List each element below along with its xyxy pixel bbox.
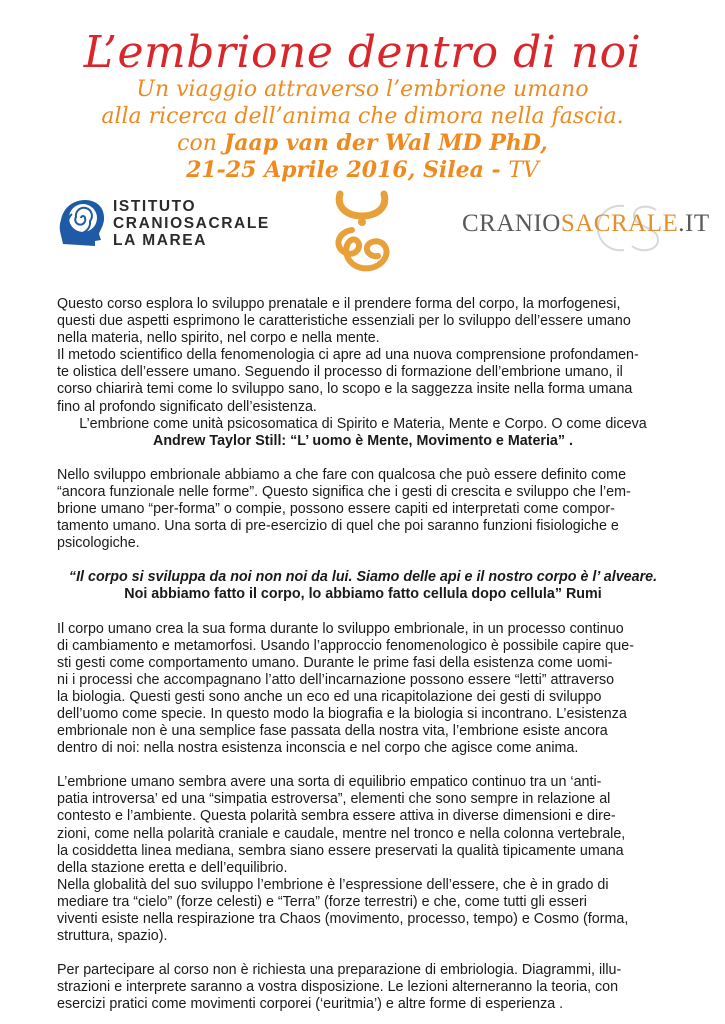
text-line: ni i processi che accompagnano l’atto dell’incarnazione possono essere “letti” attraverso [57, 671, 615, 688]
still-quote: Andrew Taylor Still: “L’ uomo è Mente, Movimento e Materia” . [153, 432, 573, 449]
text-line: brione umano “per-forma” o compie, possono essere capiti ed interpretati come compor- [57, 501, 615, 518]
text-line: patia introversa’ ed una “simpatia estroversa”, elementi che sono sempre in relazione al [57, 791, 611, 808]
paragraph-3 [57, 621, 669, 758]
event-province: TV [508, 158, 539, 183]
logo-cranio: CRANIO [462, 210, 561, 237]
text-line: corso chiarirà temi come lo sviluppo sano, lo scopo e la saggezza insite nella forma umana [57, 381, 633, 398]
subtitle-line-1: Un viaggio attraverso l’embrione umano [136, 77, 589, 102]
text-line: contesto e l’ambiente. Questa polarità sembra essere attiva in diverse dimensioni e dire- [57, 808, 616, 825]
text-line: della stazione eretta e dell’equilibrio. [57, 859, 288, 876]
head-spiral-icon [55, 194, 107, 248]
text-line: Nello sviluppo embrionale abbiamo a che fare con qualcosa che può essere definito come [57, 466, 627, 483]
text-line: Per partecipare al corso non è richiesta una preparazione di embriologia. Diagrammi, illu- [57, 962, 622, 979]
logos-row [0, 188, 725, 283]
istituto-logo-text [113, 198, 270, 249]
text-line: Questo corso esplora lo sviluppo prenatale e il prendere forma del corpo, la morfogenesi, [57, 296, 621, 312]
text-line: fino al profondo significato dell’esistenza. [57, 398, 317, 415]
text-line: te olistica dell’essere umano. Seguendo il processo di formazione dell’embrione umano, il [57, 364, 623, 381]
text-line: la biologia. Questi gesti sono anche un eco ed una ricapitolazione dei gesti di sviluppo [57, 688, 602, 705]
text-line: nella materia, nello spirito, nel corpo e nella mente. [57, 330, 380, 347]
subtitle-line-4 [0, 157, 725, 184]
body-text [57, 296, 669, 1013]
quote-line-1: “Il corpo si sviluppa da noi non noi da lui. Siamo delle api e il nostro corpo è l’ alveare. [68, 569, 658, 586]
text-line: dell’uomo come specie. In questo modo la biografia e la biologia si incontrano. L’esistenza [57, 705, 627, 722]
subtitle-prefix: con [177, 131, 224, 156]
logo-line-3: LA MAREA [113, 232, 208, 249]
logo-sacrale: SACRALE [560, 210, 679, 237]
text-line: dentro di noi: nella nostra esistenza inconscia e nel corpo che agisce come anima. [57, 740, 579, 757]
text-line: questi due aspetti esprimono le caratteristiche essenziali per lo sviluppo dell’essere umano [57, 313, 631, 330]
craniosacrale-logo-text [462, 210, 710, 238]
text-line: L’embrione umano sembra avere una sorta di equilibrio empatico continuo tra un ‘anti- [57, 774, 602, 791]
subtitle-line-3 [0, 130, 725, 157]
text-line: viventi esiste nella respirazione tra Chaos (movimento, processo, tempo) e Cosmo (forma, [57, 911, 629, 927]
quote-line-2: Noi abbiamo fatto il corpo, lo abbiamo fatto cellula dopo cellula” Rumi [124, 586, 602, 603]
text-line: mediare tra “cielo” (forze celesti) e “Terra” (forze terrestri) e che, come tutti gli esseri [57, 893, 587, 910]
paragraph-2 [57, 467, 669, 552]
text-line: zioni, come nella polarità craniale e caudale, mentre nel tronco e nella colonna vertebrale, [57, 825, 626, 842]
logo-line-2: CRANIOSACRALE [113, 215, 270, 232]
paragraph-4 [57, 774, 669, 945]
text-line: struttura, spazio). [57, 928, 168, 945]
text-line: sti gesti come comportamento umano. Durante le prime fasi della esistenza come uomi- [57, 654, 613, 671]
logo-it: .IT [678, 210, 710, 237]
subtitle-line-2: alla ricerca dell’anima che dimora nella fascia. [101, 104, 624, 129]
text-line: Il corpo umano crea la sua forma durante lo sviluppo embrionale, in un processo continuo [57, 620, 624, 637]
text-line: la cosiddetta linea mediana, sembra siano essere preservati la qualità tipicamente umana [57, 842, 624, 859]
text-line-centered: L’embrione come unità psicosomatica di Spirito e Materia, Mente e Corpo. O come diceva [79, 415, 647, 432]
istituto-logo [55, 194, 285, 254]
embryo-symbol-icon [318, 186, 408, 281]
paragraph-1 [57, 296, 669, 450]
text-line: tamento umano. Una sorta di pre-esercizio di quel che poi saranno funzioni fisiologiche e [57, 518, 619, 535]
page-title: L’embrione dentro di noi [83, 27, 642, 78]
event-date-place: 21-25 Aprile 2016, Silea - [186, 157, 509, 183]
text-line: psicologiche. [57, 535, 140, 552]
instructor-name: Jaap van der Wal MD PhD, [223, 130, 548, 156]
text-line: Il metodo scientifico della fenomenologia ci apre ad una nuova comprensione profondamen- [57, 347, 639, 364]
text-line: di cambiamento e metamorfosi. Usando l’approccio fenomenologico è possibile capire que- [57, 637, 634, 654]
rumi-quote [57, 569, 669, 603]
paragraph-5 [57, 962, 669, 1013]
header [0, 0, 725, 184]
text-line: esercizi pratici come movimenti corporei (‘euritmia’) e altre forme di esperienza . [57, 996, 564, 1013]
text-line: Nella globalità del suo sviluppo l’embrione è l’espressione dell’essere, che è in grado di [57, 876, 609, 893]
craniosacrale-logo [462, 200, 710, 250]
text-line: embrionale non è una semplice fase passata della nostra vita, l’embrione esiste ancora [57, 723, 608, 740]
logo-line-1: ISTITUTO [113, 198, 197, 215]
text-line: strazioni e interprete saranno a vostra disposizione. Le lezioni alterneranno la teoria, con [57, 979, 619, 996]
text-line: “ancora funzionale nelle forme”. Questo significa che i gesti di crescita e sviluppo che l’em- [57, 483, 631, 500]
